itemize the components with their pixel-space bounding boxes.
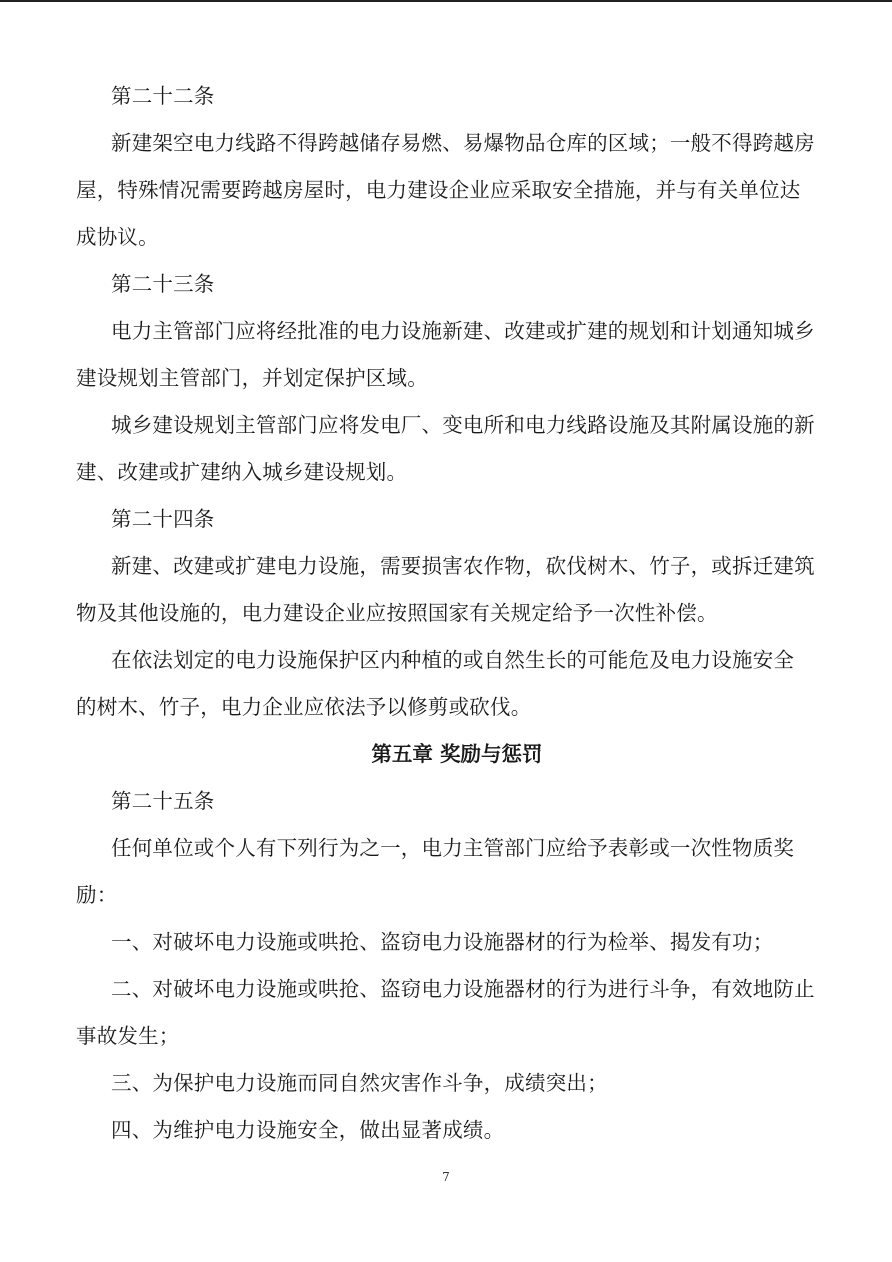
paragraph-line: 的树木、竹子，电力企业应依法予以修剪或砍伐。 <box>76 695 532 719</box>
paragraph-line: 建设规划主管部门，并划定保护区域。 <box>76 366 428 390</box>
paragraph-line: 城乡建设规划主管部门应将发电厂、变电所和电力线路设施及其附属设施的新 <box>111 413 815 437</box>
chapter-heading: 第五章 奖励与惩罚 <box>371 742 543 766</box>
paragraph-line: 建、改建或扩建纳入城乡建设规划。 <box>76 460 408 484</box>
article-heading: 第二十二条 <box>111 84 215 108</box>
paragraph-line: 成协议。 <box>76 225 159 249</box>
list-item: 四、为维护电力设施安全，做出显著成绩。 <box>111 1118 505 1142</box>
paragraph-line: 电力主管部门应将经批准的电力设施新建、改建或扩建的规划和计划通知城乡 <box>111 319 815 343</box>
article-heading: 第二十四条 <box>111 507 215 531</box>
list-item: 事故发生； <box>76 1024 180 1048</box>
page-top-border <box>0 0 892 2</box>
article-heading: 第二十五条 <box>111 789 215 813</box>
list-item: 一、对破坏电力设施或哄抢、盗窃电力设施器材的行为检举、揭发有功； <box>111 930 774 954</box>
paragraph-line: 新建、改建或扩建电力设施，需要损害农作物，砍伐树木、竹子，或拆迁建筑 <box>111 554 815 578</box>
paragraph-line: 物及其他设施的，电力建设企业应按照国家有关规定给予一次性补偿。 <box>76 601 718 625</box>
paragraph-line: 励： <box>76 883 118 907</box>
article-heading: 第二十三条 <box>111 272 215 296</box>
page-number: 7 <box>442 1170 450 1184</box>
list-item: 三、为保护电力设施而同自然灾害作斗争，成绩突出； <box>111 1071 608 1095</box>
paragraph-line: 屋，特殊情况需要跨越房屋时，电力建设企业应采取安全措施，并与有关单位达 <box>76 178 801 202</box>
paragraph-line: 新建架空电力线路不得跨越储存易燃、易爆物品仓库的区域；一般不得跨越房 <box>111 131 815 155</box>
paragraph-line: 在依法划定的电力设施保护区内种植的或自然生长的可能危及电力设施安全 <box>111 648 795 672</box>
list-item: 二、对破坏电力设施或哄抢、盗窃电力设施器材的行为进行斗争，有效地防止 <box>111 977 815 1001</box>
document-body <box>76 73 818 1154</box>
paragraph-line: 任何单位或个人有下列行为之一，电力主管部门应给予表彰或一次性物质奖 <box>111 836 795 860</box>
